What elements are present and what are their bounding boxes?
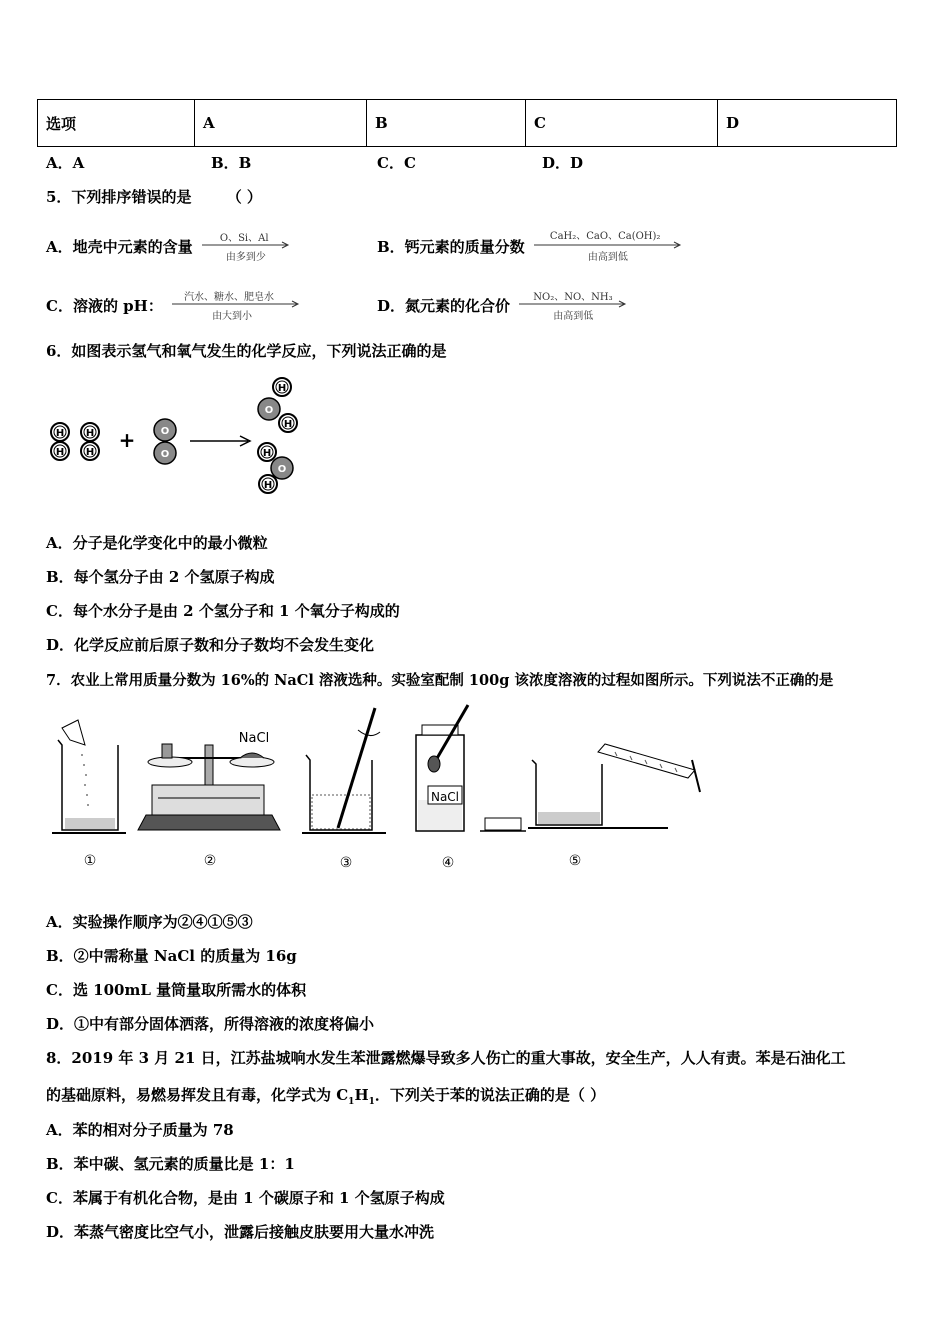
water-molecule	[258, 443, 293, 493]
q5-d-bottom: 由高到低	[553, 311, 594, 322]
water-molecule	[258, 378, 297, 432]
h-atom-label: H	[55, 428, 65, 439]
step-label: ⑤	[568, 853, 582, 869]
q5-b-top: CaH₂、CaO、Ca(OH)₂	[549, 231, 661, 242]
q7-stem: 7．农业上常用质量分数为 16%的 NaCl 溶液选种。实验室配制 100g 该浓度溶液的过程如图所示。下列说法不正确的是	[46, 672, 834, 689]
q8-stem-part-b: ．下列关于苯的说法正确的是（ ）	[374, 1086, 606, 1104]
q8-option-b[interactable]: B．苯中碳、氢元素的质量比是 1：1	[46, 1155, 295, 1173]
q5-c-arrow	[172, 292, 302, 322]
step3-beaker-stirring	[302, 708, 386, 833]
q7-option-b[interactable]: B．②中需称量 NaCl 的质量为 16g	[46, 947, 297, 965]
h-atom-label: H	[55, 447, 65, 458]
q5-stem	[46, 186, 262, 207]
q4-option-d[interactable]: D．D	[542, 154, 584, 172]
step-label: ③	[339, 855, 353, 871]
q8-stem-h: H	[354, 1086, 369, 1104]
table-header-cell: 选项	[38, 100, 195, 147]
jar-label: NaCl	[430, 790, 460, 804]
hydrogen-molecule	[81, 423, 99, 460]
nacl-label: NaCl	[238, 731, 270, 746]
q8-stem-part-a: 的基础原料，易燃易挥发且有毒，化学式为 C	[46, 1086, 349, 1104]
q5-b-arrow	[534, 233, 684, 263]
oxygen-molecule	[154, 419, 176, 464]
q7-option-c[interactable]: C．选 100mL 量筒量取所需水的体积	[46, 981, 307, 999]
q5-b-bottom: 由高到低	[587, 252, 628, 263]
q5-a-label: A．地壳中元素的含量	[46, 238, 193, 256]
table-header-cell: C	[526, 100, 718, 147]
h-atom-label: H	[262, 448, 272, 459]
q5-stem-text: 5．下列排序错误的是	[46, 188, 192, 206]
q5-d-label: D．氮元素的化合价	[377, 297, 511, 315]
plus-sign: +	[118, 428, 136, 452]
q8-stem-line2	[46, 1084, 605, 1107]
lab-procedure-figure	[40, 700, 720, 880]
q6-option-a[interactable]: A．分子是化学变化中的最小微粒	[46, 534, 268, 552]
q8-option-c[interactable]: C．苯属于有机化合物，是由 1 个碳原子和 1 个氢原子构成	[46, 1189, 445, 1207]
q4-option-b[interactable]: B．B	[211, 154, 252, 172]
step-label: ②	[203, 853, 217, 869]
h-atom-label: H	[85, 428, 95, 439]
q5-d-arrow	[519, 292, 629, 322]
q8-sub-carbon: 1	[348, 1097, 355, 1107]
o-atom-label: O	[264, 405, 274, 416]
q5-c-top: 汽水、糖水、肥皂水	[184, 292, 275, 303]
hydrogen-molecule	[51, 423, 69, 460]
q6-stem: 6．如图表示氢气和氧气发生的化学反应，下列说法正确的是	[46, 342, 447, 360]
h-atom-label: H	[85, 447, 95, 458]
q8-option-d[interactable]: D．苯蒸气密度比空气小，泄露后接触皮肤要用大量水冲洗	[46, 1223, 435, 1241]
table-header-cell: D	[718, 100, 897, 147]
step1-beaker-pouring	[52, 720, 126, 833]
q7-option-d[interactable]: D．①中有部分固体洒落，所得溶液的浓度将偏小	[46, 1015, 375, 1033]
step5-cylinder-pouring	[528, 744, 700, 828]
reaction-diagram	[40, 372, 320, 502]
q8-option-a[interactable]: A．苯的相对分子质量为 78	[46, 1121, 234, 1139]
q5-option-b[interactable]	[377, 233, 684, 263]
q5-option-a[interactable]	[46, 233, 292, 263]
table-header-cell: A	[195, 100, 367, 147]
q8-stem-line1: 8．2019 年 3 月 21 日，江苏盐城响水发生苯泄露燃爆导致多人伤亡的重大事故，安全生产，人人有责。苯是石油化工	[46, 1049, 846, 1067]
q7-option-a[interactable]: A．实验操作顺序为②④①⑤③	[46, 913, 253, 931]
h-atom-label: H	[277, 383, 287, 394]
q5-option-d[interactable]	[377, 292, 629, 322]
q4-option-c[interactable]: C．C	[377, 154, 416, 172]
step2-balance-scale	[138, 744, 280, 830]
q6-option-d[interactable]: D．化学反应前后原子数和分子数均不会发生变化	[46, 636, 375, 654]
q5-d-top: NO₂、NO、NH₃	[533, 292, 613, 303]
q5-a-top: O、Si、Al	[219, 233, 269, 244]
q6-option-b[interactable]: B．每个氢分子由 2 个氢原子构成	[46, 568, 275, 586]
table-header-cell: B	[367, 100, 526, 147]
q5-option-c[interactable]	[46, 292, 302, 322]
o-atom-label: O	[160, 426, 170, 437]
q5-answer-paren: （ ）	[226, 188, 262, 206]
h-atom-label: H	[283, 419, 293, 430]
q8-sub-hydrogen: 1	[368, 1097, 375, 1107]
q5-b-label: B．钙元素的质量分数	[377, 238, 525, 256]
q6-option-c[interactable]: C．每个水分子是由 2 个氢分子和 1 个氧分子构成的	[46, 602, 400, 620]
h-atom-label: H	[263, 480, 273, 491]
options-table	[37, 99, 897, 147]
step-label: ①	[83, 853, 97, 869]
q5-c-label: C．溶液的 pH：	[46, 297, 163, 315]
q4-option-a[interactable]: A．A	[46, 154, 85, 172]
step-label: ④	[441, 855, 455, 871]
o-atom-label: O	[160, 449, 170, 460]
q5-a-bottom: 由多到少	[225, 252, 266, 263]
q5-a-arrow	[202, 233, 292, 263]
step4-reagent-jar	[416, 705, 526, 831]
q5-c-bottom: 由大到小	[212, 311, 253, 322]
o-atom-label: O	[277, 464, 287, 475]
